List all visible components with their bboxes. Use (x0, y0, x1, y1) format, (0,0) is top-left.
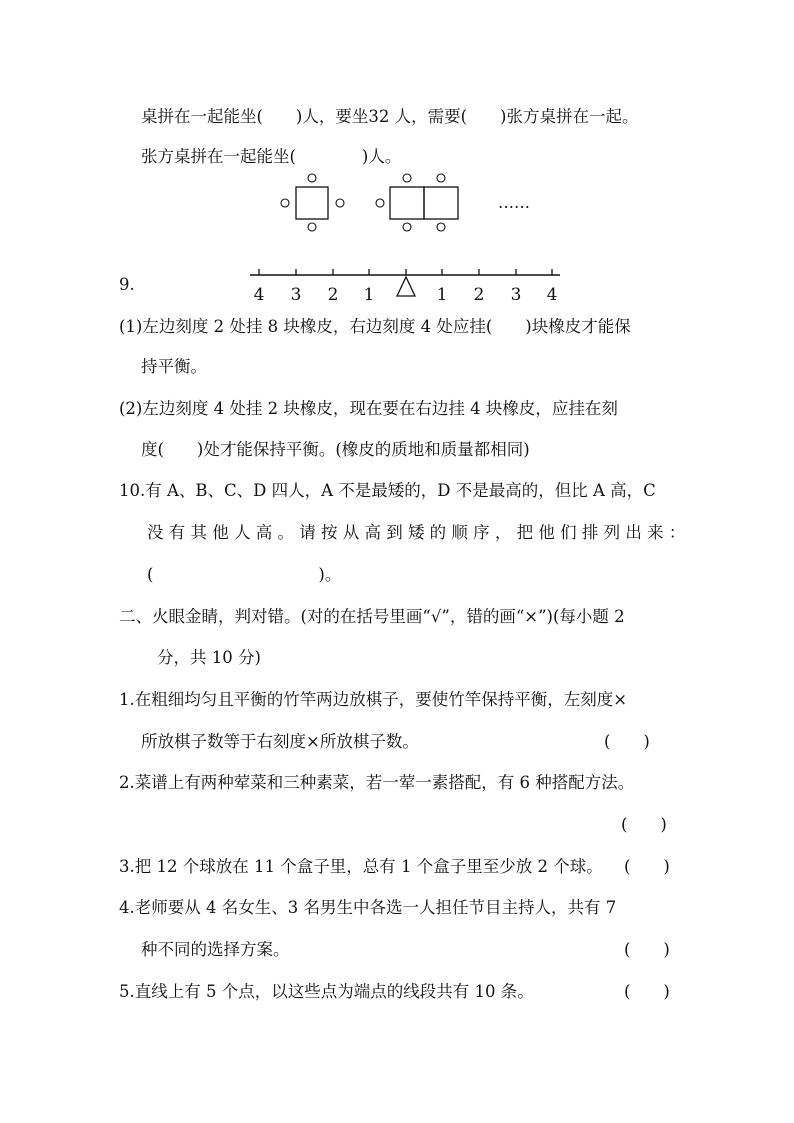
q8-line1: 桌拼在一起能坐( )人，要坐32 人，需要( )张方桌拼在一起。 (141, 107, 639, 126)
fulcrum-triangle (397, 277, 415, 296)
seat-icon (308, 223, 316, 231)
balance-ruler-figure (240, 262, 570, 308)
tf-item-3-line1: 3.把 12 个球放在 11 个盒子里，总有 1 个盒子里至少放 2 个球。 (119, 857, 603, 876)
q8-line2: 张方桌拼在一起能坐( )人。 (141, 147, 402, 166)
q9-sub2-line2: 度( )处才能保持平衡。(橡皮的质地和质量都相同) (141, 440, 530, 459)
ruler-right-label: 1 (436, 285, 448, 305)
q9-sub1-line1: (1)左边刻度 2 处挂 8 块橡皮，右边刻度 4 处应挂( )块橡皮才能保 (119, 317, 631, 336)
ellipsis: …… (498, 193, 530, 212)
tf-item-4-line2: 种不同的选择方案。 (141, 940, 290, 959)
tf-item-5-answer-paren[interactable]: ( ) (624, 982, 670, 1001)
ruler-left-label: 2 (327, 285, 339, 305)
q10-line1: 10.有 A、B、C、D 四人，A 不是最矮的，D 不是最高的，但比 A 高，C (119, 481, 656, 500)
seat-icon (308, 174, 316, 182)
ruler-right-label: 4 (546, 285, 558, 305)
ruler-ticks (259, 269, 552, 275)
tf-item-1-line1: 1.在粗细均匀且平衡的竹竿两边放棋子，要使竹竿保持平衡，左刻度× (119, 690, 628, 709)
single-table-group (281, 174, 344, 231)
q10-line2: 没 有 其 他 人 高 。 请 按 从 高 到 矮 的 顺 序 ， 把 他 们 排 列 出 来 ： (147, 523, 686, 542)
tf-item-5-line1: 5.直线上有 5 个点，以这些点为端点的线段共有 10 条。 (119, 982, 534, 1001)
tf-item-4-answer-paren[interactable]: ( ) (624, 940, 670, 959)
two-tables-group (376, 174, 458, 231)
square-table (296, 187, 328, 219)
square-table (424, 187, 458, 219)
tf-item-2-answer-paren[interactable]: ( ) (621, 815, 667, 834)
tf-item-1-line2: 所放棋子数等于右刻度×所放棋子数。 (141, 732, 419, 751)
seat-icon (437, 174, 445, 182)
q9-number: 9. (119, 275, 135, 294)
tf-item-1-answer-paren[interactable]: ( ) (604, 732, 650, 751)
ruler-right-label: 2 (473, 285, 485, 305)
square-table (390, 187, 424, 219)
ruler-left-label: 4 (253, 285, 265, 305)
ruler-left-label: 3 (290, 285, 302, 305)
section2-heading-line1: 二、火眼金睛，判对错。(对的在括号里画“√”，错的画“×”)(每小题 2 (119, 607, 625, 626)
q9-sub2-line1: (2)左边刻度 4 处挂 2 块橡皮，现在要在右边挂 4 块橡皮，应挂在刻 (119, 399, 618, 418)
seat-icon (376, 199, 384, 207)
seat-icon (336, 199, 344, 207)
table-arrangement-figure (270, 168, 540, 236)
tf-item-3-answer-paren[interactable]: ( ) (624, 857, 670, 876)
seat-icon (403, 223, 411, 231)
ruler-left-label: 1 (363, 285, 375, 305)
ruler-right-label: 3 (510, 285, 522, 305)
tf-item-4-line1: 4.老师要从 4 名女生、3 名男生中各选一人担任节目主持人，共有 7 (119, 898, 617, 917)
seat-icon (437, 223, 445, 231)
q10-line3: ( )。 (147, 565, 342, 584)
tf-item-2-line1: 2.菜谱上有两种荤菜和三种素菜，若一荤一素搭配，有 6 种搭配方法。 (119, 773, 635, 792)
q9-sub1-line2: 持平衡。 (141, 357, 207, 376)
section2-heading-line2: 分，共 10 分) (157, 648, 261, 667)
seat-icon (403, 174, 411, 182)
seat-icon (281, 199, 289, 207)
